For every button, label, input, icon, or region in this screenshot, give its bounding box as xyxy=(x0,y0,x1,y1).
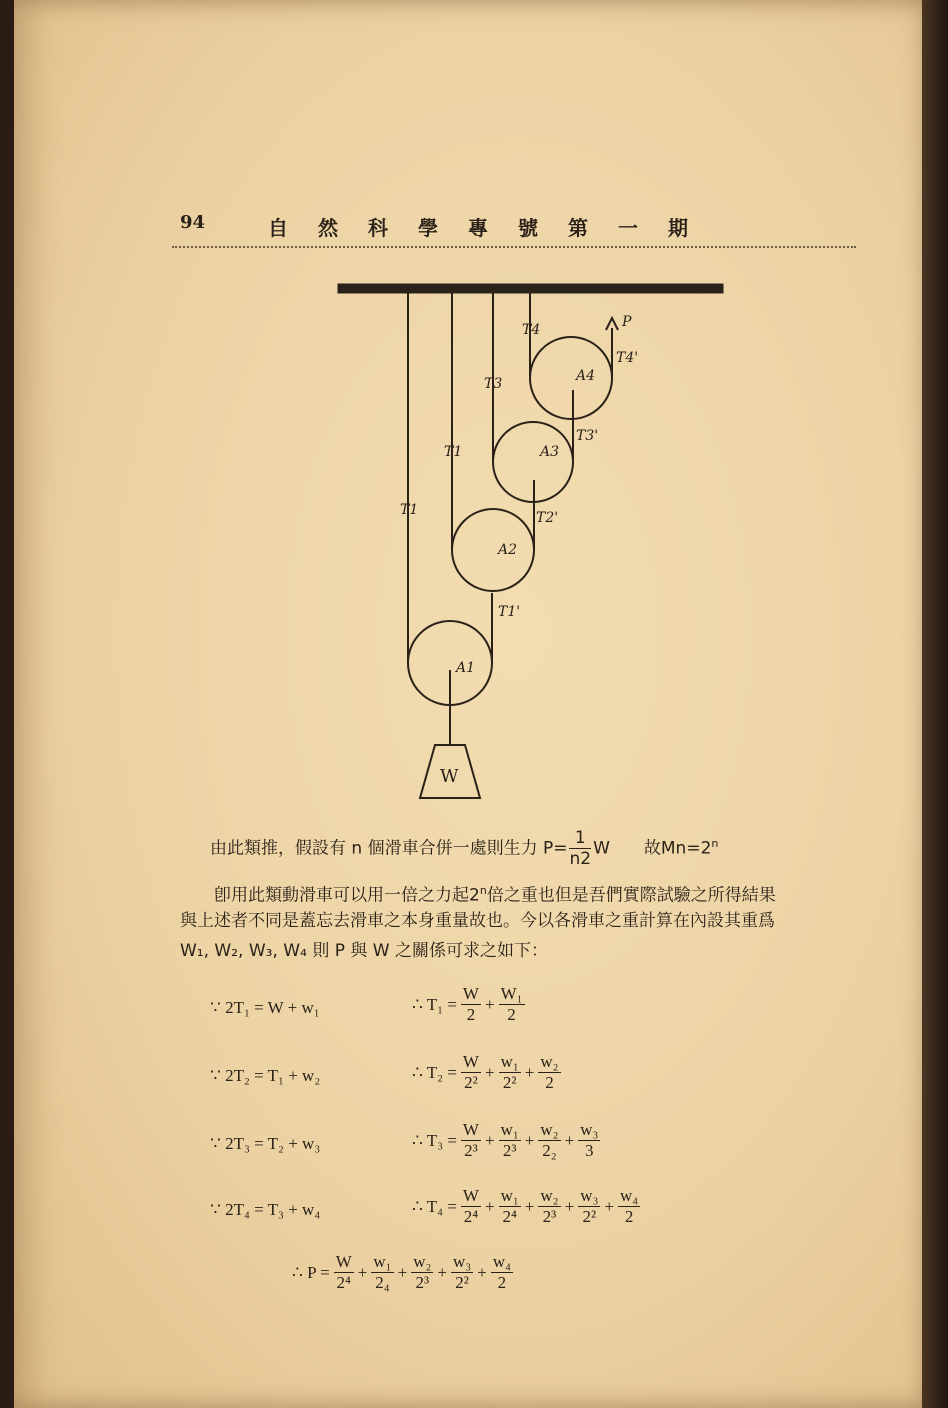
plus-sign: + xyxy=(437,1262,447,1282)
denominator: 2³ xyxy=(464,1141,478,1160)
fraction xyxy=(538,1120,560,1161)
plus-sign: + xyxy=(524,1130,535,1150)
pulley-diagram xyxy=(330,270,730,805)
label-t4: T4 xyxy=(522,322,541,338)
line1-tail: W 故Mn=2 xyxy=(593,838,712,859)
plus-sign: + xyxy=(484,994,495,1014)
pulley-a4 xyxy=(530,337,612,419)
fraction xyxy=(538,1186,560,1227)
fraction xyxy=(451,1252,473,1293)
fraction xyxy=(461,984,481,1025)
denominator: 2³ xyxy=(415,1273,430,1292)
pulley-a2 xyxy=(452,509,534,591)
denominator: 2³ xyxy=(542,1207,557,1226)
plus-sign: + xyxy=(604,1196,614,1216)
plus-sign: + xyxy=(524,1062,535,1082)
fraction xyxy=(499,1120,521,1161)
numerator: W xyxy=(335,1252,352,1271)
numerator: w₁ xyxy=(500,1120,519,1139)
fraction xyxy=(499,1186,521,1227)
numerator: w₂ xyxy=(540,1052,559,1071)
plus-sign: + xyxy=(484,1196,495,1216)
equation-row-2 xyxy=(0,1052,948,1102)
fraction xyxy=(491,1252,513,1293)
plus-sign: + xyxy=(564,1130,575,1150)
numerator: W xyxy=(462,1052,479,1071)
fraction xyxy=(578,1120,600,1161)
header-rule xyxy=(172,246,856,248)
denominator: 2⁴ xyxy=(463,1207,479,1226)
line1-text: 由此類推，假設有 n 個滑車合併一處則生力 P= xyxy=(210,838,568,859)
eq1-left: ∵ 2T₁ = W + w₁ xyxy=(210,998,320,1017)
label-p: P xyxy=(622,314,632,330)
plus-sign: + xyxy=(564,1196,575,1216)
fraction xyxy=(538,1052,560,1093)
label-a2: A2 xyxy=(498,542,518,558)
label-a4: A4 xyxy=(576,368,596,384)
eq3-left: ∵ 2T₃ = T₂ + w₃ xyxy=(210,1134,321,1153)
label-w: W xyxy=(440,766,459,787)
ceiling-beam xyxy=(338,284,723,293)
paragraph-2-line-1: 卽用此類動滑車可以用一倍之力起2$^n$倍之重也但是吾們實際試驗之所得結果 xyxy=(214,884,776,906)
denominator: 2² xyxy=(455,1273,469,1292)
denominator: 3 xyxy=(585,1141,594,1160)
paragraph-2-line-2: 與上述者不同是蓋忘去滑車之本身重量故也。今以各滑車之重計算在內設其重爲 xyxy=(180,911,775,931)
label-t1-prime: T1' xyxy=(498,604,521,620)
denominator: 2 xyxy=(497,1273,507,1292)
label-a1: A1 xyxy=(456,660,476,676)
final-equation: ∴ P = $\frac{W}{\text{2⁴}}$ + $\frac{\text{w₁}}{\text{2₄}}$ + $\frac{\text{w₂}}{\text{2³}}$ + $\frac{\text{w₃}}{\text{2²}}$ + $\frac{\text{w₄}}{2}$ xyxy=(292,1252,512,1292)
fraction xyxy=(371,1252,393,1293)
numerator: w₁ xyxy=(500,1052,519,1071)
numerator: w₁ xyxy=(373,1252,392,1271)
denominator: 2⁴ xyxy=(336,1273,351,1292)
fraction xyxy=(411,1252,433,1293)
numerator: w₂ xyxy=(540,1186,559,1205)
label-a3: A3 xyxy=(540,444,560,460)
label-t3-prime: T3' xyxy=(576,428,599,444)
paragraph-2-line-3: W₁, W₂, W₃, W₄ 則 P 與 W 之關係可求之如下： xyxy=(180,941,548,961)
denominator: 2² xyxy=(464,1073,478,1092)
denominator: 2₄ xyxy=(375,1273,390,1292)
eq2-left: ∵ 2T₂ = T₁ + w₂ xyxy=(210,1066,321,1085)
label-t1: T1 xyxy=(400,502,419,518)
fraction xyxy=(461,1186,481,1227)
numerator: w₁ xyxy=(500,1186,519,1205)
numerator: w₂ xyxy=(413,1252,432,1271)
fraction xyxy=(334,1252,354,1293)
denominator: 2 xyxy=(466,1005,476,1024)
page-header xyxy=(178,208,858,244)
plus-sign: + xyxy=(524,1196,535,1216)
numerator: W₁ xyxy=(500,984,523,1003)
fraction xyxy=(461,1052,481,1093)
plus-sign: + xyxy=(484,1062,495,1082)
fraction xyxy=(578,1186,600,1227)
denominator: 2² xyxy=(502,1073,517,1092)
numerator: W xyxy=(462,1186,479,1205)
denominator: 2₂ xyxy=(542,1141,557,1160)
eq3-right: ∴ T₃ = $\frac{W}{\text{2³}}$ + $\frac{\text{w₁}}{\text{2³}}$ + $\frac{\text{w₂}}{\text{2₂}}$ + $\frac{\text{w₃}}{3}$ xyxy=(412,1120,599,1160)
label-t2-prime: T2' xyxy=(536,510,559,526)
equation-row-3 xyxy=(0,1120,948,1170)
fraction xyxy=(499,1052,521,1093)
line1-fraction: $\frac{1}{n2}$ xyxy=(569,828,592,869)
label-t3: T3 xyxy=(484,376,503,392)
denominator: 2⁴ xyxy=(502,1207,517,1226)
fraction xyxy=(618,1186,640,1227)
eq1-right: ∴ T₁ = $\frac{W}{2}$ + $\frac{\text{W₁}}{2}$ xyxy=(412,984,523,1024)
eq4-right: ∴ T₄ = $\frac{W}{\text{2⁴}}$ + $\frac{\text{w₁}}{\text{2⁴}}$ + $\frac{\text{w₂}}{\text{2³}}$ + $\frac{\text{w₃}}{\text{2²}}$ + $\frac{\text{w₄}}{2}$ xyxy=(412,1186,639,1226)
plus-sign: + xyxy=(484,1130,495,1150)
plus-sign: + xyxy=(357,1262,368,1282)
page-number: 94 xyxy=(180,212,206,233)
equation-row-4 xyxy=(0,1186,948,1236)
numerator: W xyxy=(462,984,479,1003)
numerator: W xyxy=(462,1120,479,1139)
label-t2: T1 xyxy=(444,444,463,460)
plus-sign: + xyxy=(397,1262,408,1282)
numerator: w₃ xyxy=(453,1252,472,1271)
denominator: 2² xyxy=(582,1207,597,1226)
journal-title: 自然科學專號第一期 xyxy=(268,216,718,240)
denominator: 2³ xyxy=(502,1141,517,1160)
denominator: 2 xyxy=(507,1005,516,1024)
paragraph-line-1: 由此類推，假設有 n 個滑車合併一處則生力 P= $\frac{1}{n2}$ W 故$Mn=2^n$ xyxy=(210,828,719,869)
fraction xyxy=(499,984,525,1025)
fraction xyxy=(461,1120,481,1161)
numerator: w₂ xyxy=(540,1120,559,1139)
numerator: w₃ xyxy=(580,1186,599,1205)
eq4-left: ∵ 2T₄ = T₃ + w₄ xyxy=(210,1200,321,1219)
numerator: w₃ xyxy=(580,1120,599,1139)
numerator: w₄ xyxy=(620,1186,639,1205)
denominator: 2 xyxy=(624,1207,634,1226)
eq2-right: ∴ T₂ = $\frac{W}{\text{2²}}$ + $\frac{\text{w₁}}{\text{2²}}$ + $\frac{\text{w₂}}{2}$ xyxy=(412,1052,559,1092)
label-t4-prime: T4' xyxy=(616,350,639,366)
equation-row-1 xyxy=(0,984,948,1034)
equation-final xyxy=(0,1252,948,1302)
plus-sign: + xyxy=(477,1262,487,1282)
denominator: 2 xyxy=(545,1073,554,1092)
numerator: w₄ xyxy=(492,1252,512,1271)
